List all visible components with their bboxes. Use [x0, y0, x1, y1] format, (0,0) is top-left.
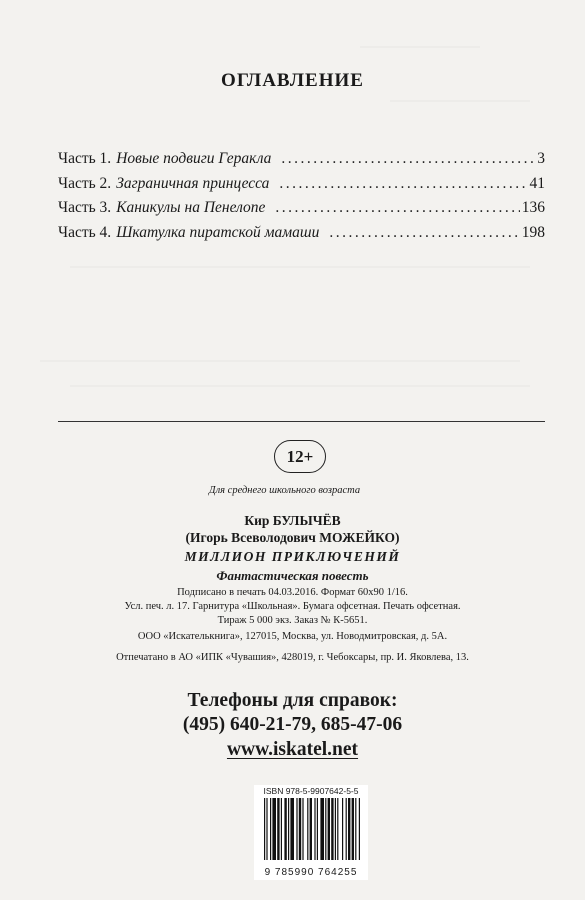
- barcode-bar: [348, 798, 350, 860]
- toc-entry: [58, 175, 545, 200]
- print-specs-line: Усл. печ. л. 17. Гарнитура «Школьная». Бумага офсетная. Печать офсетная.: [124, 601, 461, 612]
- genre-subtitle: Фантастическая повесть: [216, 568, 369, 583]
- barcode-bar: [335, 798, 336, 860]
- barcode-bar: [342, 798, 343, 860]
- table-of-contents: [58, 150, 545, 248]
- barcode-bar: [359, 798, 360, 860]
- dot-leader: [281, 150, 535, 168]
- barcode-bar: [355, 798, 356, 860]
- barcode-bar: [302, 798, 303, 860]
- toc-title: Каникулы на Пенелопе: [116, 199, 266, 216]
- phone-numbers: (495) 640-21-79, 685-47-06: [182, 714, 403, 735]
- barcode-bar: [314, 798, 315, 860]
- book-title: МИЛЛИОН ПРИКЛЮЧЕНИЙ: [184, 549, 401, 564]
- bleed-through-mark: [390, 100, 530, 102]
- toc-title: Шкатулка пиратской мамаши: [116, 223, 320, 241]
- toc-entry: [58, 150, 545, 175]
- dot-leader: [275, 199, 519, 217]
- audience-note: Для среднего школьного возраста: [208, 485, 361, 496]
- toc-page-number: 41: [529, 174, 545, 192]
- isbn-number: ISBN 978-5-9907642-5-5: [263, 786, 359, 796]
- dot-leader: [279, 175, 527, 193]
- toc-entry: [58, 199, 545, 224]
- barcode-bar: [284, 798, 286, 860]
- bleed-through-mark: [70, 266, 530, 268]
- printer-line: Отпечатано в АО «ИПК «Чувашия», 428019, г. Чебоксары, пр. И. Яковлева, 13.: [116, 652, 469, 663]
- barcode-bar: [266, 798, 267, 860]
- author-name: Кир БУЛЫЧЁВ: [244, 513, 341, 528]
- barcode-bar: [331, 798, 333, 860]
- toc-title: Новые подвиги Геракла: [116, 150, 272, 167]
- barcode-bar: [281, 798, 282, 860]
- barcode-bar: [264, 798, 265, 860]
- toc-page-number: 3: [537, 150, 545, 167]
- barcode-bar: [270, 798, 271, 860]
- section-divider: [58, 421, 545, 422]
- barcode-bar: [277, 798, 279, 860]
- phones-label: Телефоны для справок:: [187, 690, 398, 711]
- toc-page-number: 136: [521, 199, 545, 216]
- ean-digits: 9 785990 764255: [264, 867, 358, 878]
- barcode-bar: [290, 798, 294, 860]
- barcode-bar: [299, 798, 301, 860]
- barcode-bar: [317, 798, 318, 860]
- dot-leader: [329, 224, 519, 242]
- toc-part-label: Часть 4.: [58, 223, 112, 241]
- barcode-bar: [307, 798, 308, 860]
- barcode-bar: [272, 798, 276, 860]
- isbn-barcode: [254, 785, 368, 880]
- barcode-bar: [328, 798, 330, 860]
- author-real-name: (Игорь Всеволодович МОЖЕЙКО): [185, 530, 400, 545]
- toc-part-label: Часть 3.: [58, 199, 112, 216]
- barcode-bar: [296, 798, 297, 860]
- signed-to-print-line: Подписано в печать 04.03.2016. Формат 60x90 1/16.: [177, 587, 408, 598]
- barcode-bar: [337, 798, 338, 860]
- toc-part-label: Часть 2.: [58, 174, 112, 192]
- barcode-bar: [346, 798, 347, 860]
- age-rating-badge: 12+: [274, 440, 326, 473]
- toc-title: Заграничная принцесса: [116, 174, 270, 192]
- bleed-through-mark: [70, 385, 530, 387]
- barcode-bars: [264, 798, 360, 860]
- barcode-bar: [310, 798, 312, 860]
- toc-part-label: Часть 1.: [58, 150, 112, 167]
- bleed-through-mark: [360, 46, 480, 48]
- print-run-line: Тираж 5 000 экз. Заказ № К-5651.: [217, 615, 368, 626]
- barcode-bar: [320, 798, 324, 860]
- barcode-bar: [325, 798, 326, 860]
- toc-entry: [58, 224, 545, 249]
- barcode-bar: [288, 798, 289, 860]
- toc-page-number: 198: [521, 223, 545, 241]
- barcode-bar: [352, 798, 354, 860]
- bleed-through-mark: [40, 360, 520, 362]
- website-link[interactable]: www.iskatel.net: [226, 739, 359, 760]
- toc-heading: ОГЛАВЛЕНИЕ: [221, 70, 364, 91]
- publisher-line: ООО «Искателькнига», 127015, Москва, ул. Новодмитровская, д. 5А.: [137, 631, 448, 642]
